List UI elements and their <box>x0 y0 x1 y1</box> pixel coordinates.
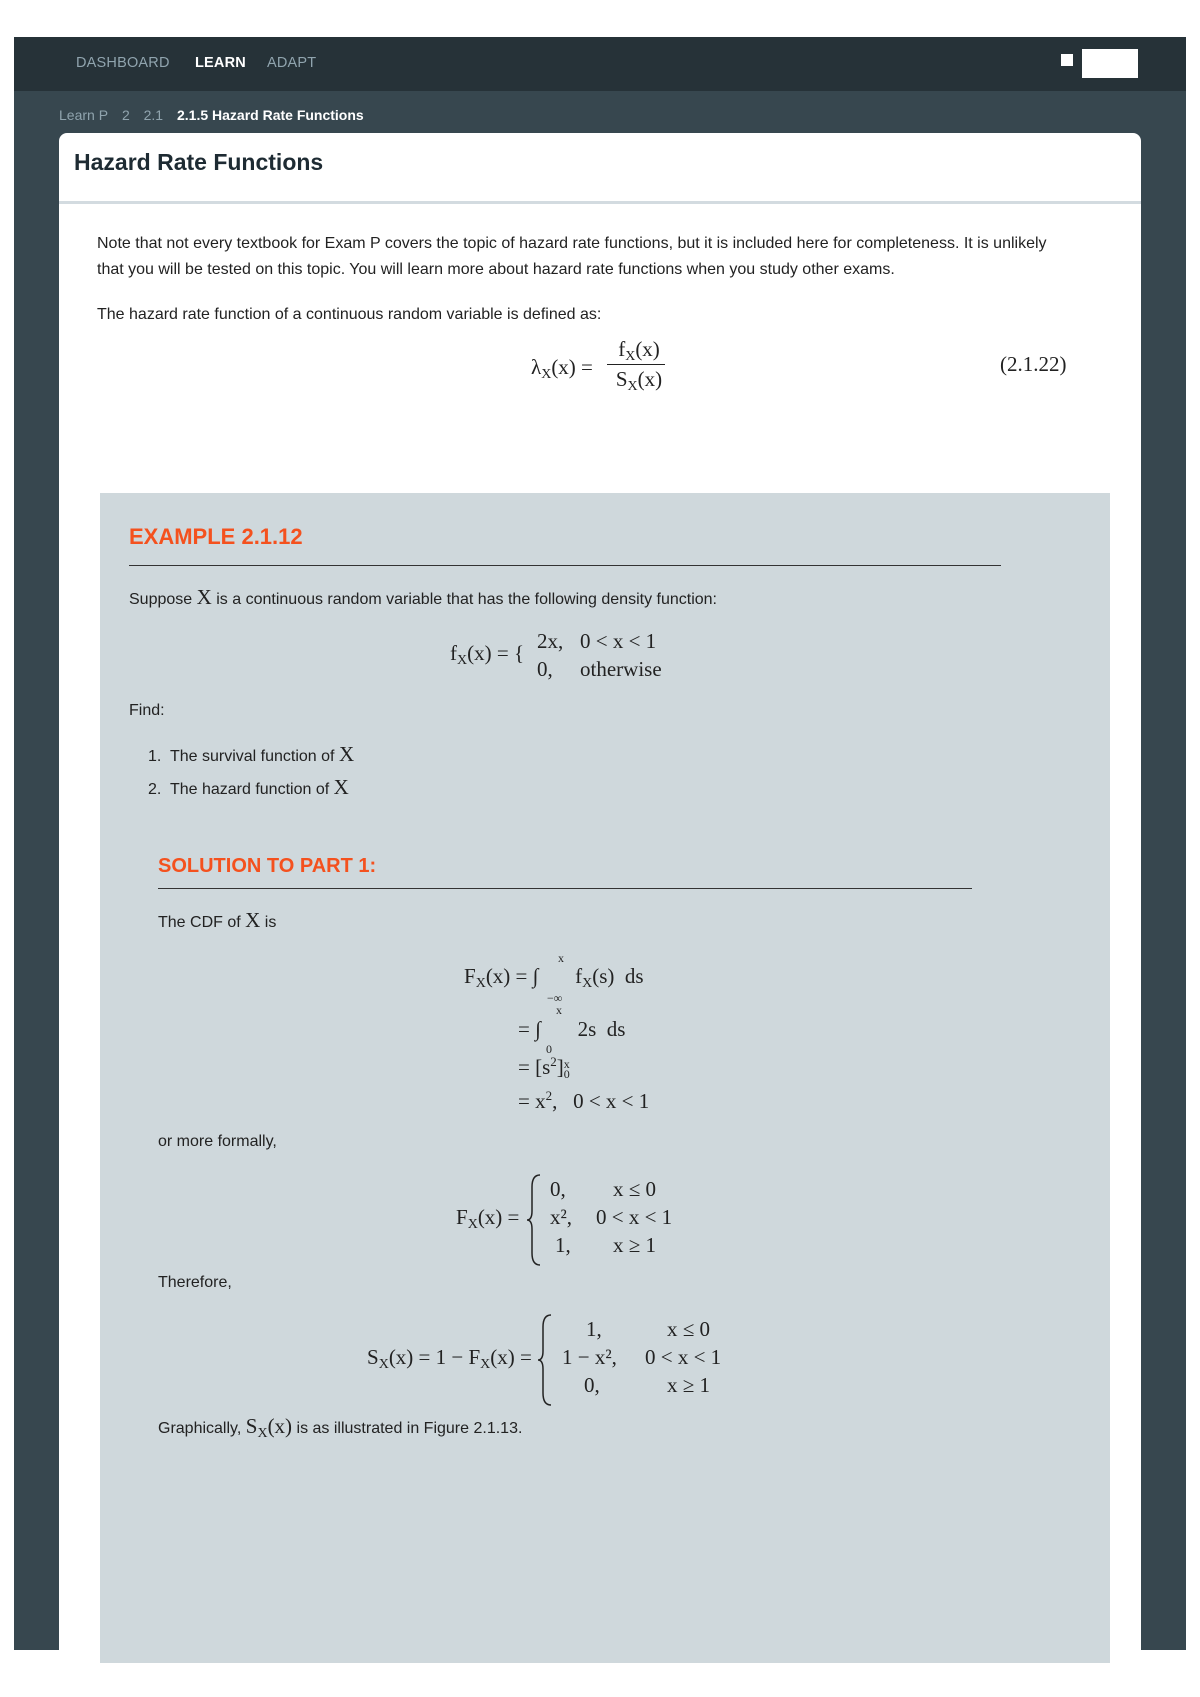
nav-dashboard[interactable]: DASHBOARD <box>76 55 170 71</box>
breadcrumb-chapter[interactable]: 2 <box>121 107 130 123</box>
int-upper-1: x <box>558 951 564 965</box>
task-1: 1. The survival function of X <box>148 742 355 766</box>
pdf-case2-condition: otherwise <box>580 657 662 681</box>
hazard-denominator: SX(x) <box>615 367 663 394</box>
panel-header <box>59 133 1141 204</box>
user-menu-button[interactable] <box>1081 48 1139 79</box>
nav-adapt[interactable]: ADAPT <box>267 55 317 71</box>
example-divider <box>129 565 1001 566</box>
content-panel <box>59 133 1141 1663</box>
breadcrumb-learn-p[interactable]: Learn P <box>59 107 109 123</box>
surv-case1-value: 1, <box>586 1317 602 1341</box>
task-2: 2. The hazard function of X <box>148 775 349 799</box>
nav-learn[interactable]: LEARN <box>195 55 246 71</box>
definition-text: The hazard rate function of a continuous random variable is defined as: <box>97 306 602 323</box>
example-statement: Suppose X is a continuous random variable that has the following density function: <box>129 585 717 609</box>
left-brace-icon <box>537 1313 553 1407</box>
solution-divider <box>158 888 972 889</box>
cdf-piecewise-lhs: FX(x) = <box>456 1205 520 1232</box>
cdf-case2-condition: 0 < x < 1 <box>596 1205 673 1229</box>
cdf-intro: The CDF of X is <box>158 908 277 932</box>
pdf-lhs: fX(x) = { <box>450 641 525 668</box>
intro-paragraph: Note that not every textbook for Exam P covers the topic of hazard rate functions, but it is included here for completeness. It is unlikely that you will be tested on this topic. You will learn more about hazard rate functions when you study other exams. <box>97 235 1047 278</box>
example-title: EXAMPLE 2.1.12 <box>129 524 303 549</box>
cdf-line-3: = $[s^2]^x0$ <box>518 1054 570 1081</box>
breadcrumb-section[interactable]: 2.1 <box>143 107 164 123</box>
int-upper-2: x <box>556 1003 562 1017</box>
hazard-numerator: fX(x) <box>618 337 660 364</box>
find-label: Find: <box>129 702 165 719</box>
int-lower-1: −∞ <box>547 991 563 1005</box>
surv-case2-value: 1 − x², <box>562 1345 617 1369</box>
cdf-case3-condition: x ≥ 1 <box>613 1233 657 1257</box>
equation-number: (2.1.22) <box>1000 352 1067 376</box>
surv-case1-condition: x ≤ 0 <box>667 1317 711 1341</box>
cdf-line-2: = ∫ 2s ds <box>518 1017 626 1041</box>
therefore-text: Therefore, <box>158 1274 232 1291</box>
page-title: Hazard Rate Functions <box>74 149 324 175</box>
hazard-lhs: λX(x) = <box>531 355 593 382</box>
example-box <box>100 493 1110 1663</box>
surv-case3-condition: x ≥ 1 <box>667 1373 711 1397</box>
cdf-case3-value: 1, <box>555 1233 571 1257</box>
pdf-case1-value: 2x, <box>537 629 564 653</box>
surv-case3-value: 0, <box>584 1373 600 1397</box>
top-navbar <box>14 37 1186 91</box>
cdf-line-4: = $x^2$, 0 < x < 1 <box>518 1088 650 1113</box>
cdf-line-1: FX(x) = ∫ fX(s) ds <box>464 964 644 991</box>
fraction-bar <box>607 364 665 365</box>
int-lower-2: 0 <box>546 1042 552 1056</box>
pdf-case1-condition: 0 < x < 1 <box>580 629 657 653</box>
app-frame <box>14 37 1186 1650</box>
cdf-case2-value: x², <box>550 1205 573 1229</box>
graph-reference: Graphically, SX(x) is as illustrated in Figure 2.1.13. <box>158 1414 523 1441</box>
menu-icon[interactable] <box>1061 54 1073 66</box>
solution-title: SOLUTION TO PART 1: <box>158 855 377 877</box>
pdf-case2-value: 0, <box>537 657 553 681</box>
surv-case2-condition: 0 < x < 1 <box>645 1345 722 1369</box>
survival-lhs: SX(x) = 1 − FX(x) = <box>367 1345 532 1372</box>
cdf-case1-condition: x ≤ 0 <box>613 1177 657 1201</box>
cdf-case1-value: 0, <box>550 1177 566 1201</box>
formally-text: or more formally, <box>158 1133 277 1150</box>
breadcrumb <box>59 107 374 123</box>
left-brace-icon <box>526 1173 542 1267</box>
breadcrumb-current: 2.1.5 Hazard Rate Functions <box>176 107 364 123</box>
